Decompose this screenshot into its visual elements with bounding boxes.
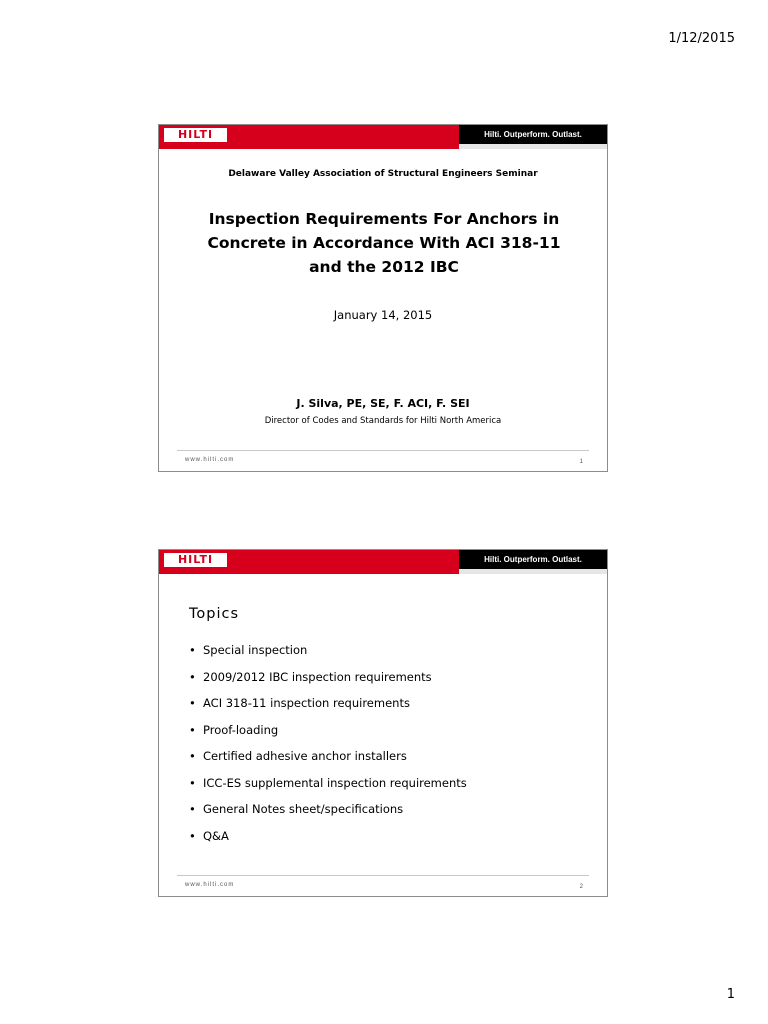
list-item: • Proof-loading [189,722,279,737]
list-item: • ICC-ES supplemental inspection requirements [189,775,467,790]
list-item: • Special inspection [189,643,308,657]
page-date: 1/12/2015 [668,31,735,46]
slide-header [159,125,607,149]
bullet-icon: • [189,802,196,816]
presentation-title: Inspection Requirements For Anchors in Concrete in Accordance With ACI 318-11 and the 2012 IBC [207,210,561,276]
author-name: J. Silva, PE, SE, F. ACI, F. SEI [296,397,470,410]
author-role: Director of Codes and Standards for Hilti North America [264,416,502,426]
list-item: • ACI 318-11 inspection requirements [189,696,410,710]
bullet-icon: • [189,669,196,684]
footer-divider [177,450,589,451]
list-item: • Certified adhesive anchor installers [189,749,407,763]
footer-url: www.hilti.com [185,882,235,888]
bullet-icon: • [189,696,196,710]
slide-number: 2 [579,884,583,890]
tagline-box [459,550,607,574]
page-number: 1 [726,987,735,1002]
slide-1 [158,124,608,472]
seminar-title: Delaware Valley Association of Structural Engineers Seminar [228,169,538,179]
bullet-icon: • [189,828,196,843]
slide-header [159,550,607,574]
slide-2 [158,549,608,897]
bullet-icon: • [189,749,196,763]
tagline-box [459,125,607,149]
footer-divider [177,875,589,876]
footer-url: www.hilti.com [185,457,235,463]
bullet-icon: • [189,775,196,790]
list-item: • Q&A [189,828,229,843]
list-item: • 2009/2012 IBC inspection requirements [189,669,432,684]
list-item: • General Notes sheet/specifications [189,802,404,816]
tagline: Hilti. Outperform. Outlast. [459,125,607,144]
tagline: Hilti. Outperform. Outlast. [459,550,607,569]
slide-number: 1 [579,459,583,465]
presentation-date: January 14, 2015 [333,308,433,322]
topics-heading: Topics [189,606,240,622]
topics-list [189,642,467,854]
hilti-logo: HILTI [164,128,227,142]
bullet-icon: • [189,643,196,657]
bullet-icon: • [189,722,196,737]
hilti-logo: HILTI [164,553,227,567]
